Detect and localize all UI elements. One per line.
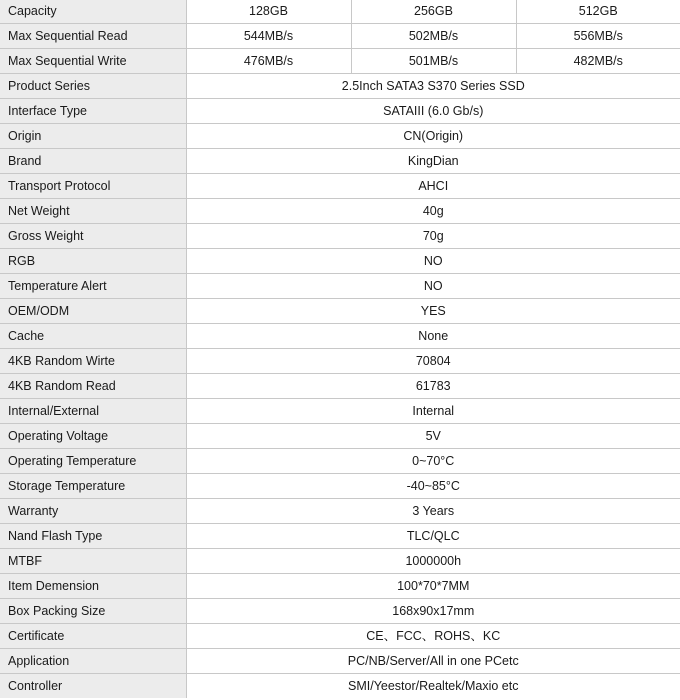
spec-value: CE、FCC、ROHS、KC <box>186 624 680 649</box>
spec-row-interface-type <box>0 99 680 124</box>
spec-value: PC/NB/Server/All in one PCetc <box>186 649 680 674</box>
spec-label: Net Weight <box>0 199 186 224</box>
spec-value: 168x90x17mm <box>186 599 680 624</box>
spec-label: 4KB Random Read <box>0 374 186 399</box>
spec-value: 70804 <box>186 349 680 374</box>
spec-value: 476MB/s <box>186 49 351 74</box>
spec-label: Cache <box>0 324 186 349</box>
spec-label: Application <box>0 649 186 674</box>
spec-row-cache <box>0 324 680 349</box>
spec-value: 5V <box>186 424 680 449</box>
spec-label: Temperature Alert <box>0 274 186 299</box>
spec-value: 482MB/s <box>516 49 680 74</box>
spec-row-oem-odm <box>0 299 680 324</box>
spec-label: Storage Temperature <box>0 474 186 499</box>
spec-value: 100*70*7MM <box>186 574 680 599</box>
spec-label: Brand <box>0 149 186 174</box>
spec-value: SMI/Yeestor/Realtek/Maxio etc <box>186 674 680 699</box>
spec-row-item-demension <box>0 574 680 599</box>
spec-value: 501MB/s <box>351 49 516 74</box>
spec-value: KingDian <box>186 149 680 174</box>
spec-row-controller <box>0 674 680 699</box>
spec-label: Origin <box>0 124 186 149</box>
spec-value: CN(Origin) <box>186 124 680 149</box>
spec-row-4kb-random-wirte <box>0 349 680 374</box>
spec-label: Gross Weight <box>0 224 186 249</box>
spec-value: -40~85°C <box>186 474 680 499</box>
spec-value: 3 Years <box>186 499 680 524</box>
spec-label: Internal/External <box>0 399 186 424</box>
spec-label: Max Sequential Read <box>0 24 186 49</box>
spec-value: 70g <box>186 224 680 249</box>
spec-value: 502MB/s <box>351 24 516 49</box>
spec-value: 1000000h <box>186 549 680 574</box>
spec-value: 61783 <box>186 374 680 399</box>
spec-value: Internal <box>186 399 680 424</box>
spec-value: 2.5Inch SATA3 S370 Series SSD <box>186 74 680 99</box>
spec-row-storage-temperature <box>0 474 680 499</box>
spec-row-max-sequential-write <box>0 49 680 74</box>
spec-label: Controller <box>0 674 186 699</box>
spec-row-product-series <box>0 74 680 99</box>
spec-row-certificate <box>0 624 680 649</box>
spec-row-4kb-random-read <box>0 374 680 399</box>
spec-label: Capacity <box>0 0 186 24</box>
spec-value: 256GB <box>351 0 516 24</box>
spec-label: Certificate <box>0 624 186 649</box>
spec-row-application <box>0 649 680 674</box>
spec-label: Operating Temperature <box>0 449 186 474</box>
spec-row-rgb <box>0 249 680 274</box>
spec-value: SATAIII (6.0 Gb/s) <box>186 99 680 124</box>
spec-label: Item Demension <box>0 574 186 599</box>
spec-label: 4KB Random Wirte <box>0 349 186 374</box>
spec-value: YES <box>186 299 680 324</box>
spec-value: AHCI <box>186 174 680 199</box>
spec-label: MTBF <box>0 549 186 574</box>
spec-row-internal-external <box>0 399 680 424</box>
spec-row-gross-weight <box>0 224 680 249</box>
spec-row-origin <box>0 124 680 149</box>
spec-label: Transport Protocol <box>0 174 186 199</box>
spec-row-operating-voltage <box>0 424 680 449</box>
spec-label: Operating Voltage <box>0 424 186 449</box>
spec-value: NO <box>186 249 680 274</box>
spec-row-mtbf <box>0 549 680 574</box>
spec-label: OEM/ODM <box>0 299 186 324</box>
spec-value: 556MB/s <box>516 24 680 49</box>
spec-label: Box Packing Size <box>0 599 186 624</box>
spec-value: TLC/QLC <box>186 524 680 549</box>
spec-row-net-weight <box>0 199 680 224</box>
spec-row-temperature-alert <box>0 274 680 299</box>
spec-value: 40g <box>186 199 680 224</box>
spec-value: 128GB <box>186 0 351 24</box>
spec-value: 544MB/s <box>186 24 351 49</box>
spec-row-warranty <box>0 499 680 524</box>
spec-value: NO <box>186 274 680 299</box>
spec-row-brand <box>0 149 680 174</box>
spec-row-capacity <box>0 0 680 24</box>
spec-label: Max Sequential Write <box>0 49 186 74</box>
spec-label: RGB <box>0 249 186 274</box>
spec-row-operating-temperature <box>0 449 680 474</box>
spec-row-max-sequential-read <box>0 24 680 49</box>
spec-label: Nand Flash Type <box>0 524 186 549</box>
spec-value: 0~70°C <box>186 449 680 474</box>
spec-label: Warranty <box>0 499 186 524</box>
spec-row-transport-protocol <box>0 174 680 199</box>
spec-value: None <box>186 324 680 349</box>
spec-row-nand-flash-type <box>0 524 680 549</box>
spec-label: Product Series <box>0 74 186 99</box>
spec-label: Interface Type <box>0 99 186 124</box>
spec-value: 512GB <box>516 0 680 24</box>
spec-row-box-packing-size <box>0 599 680 624</box>
